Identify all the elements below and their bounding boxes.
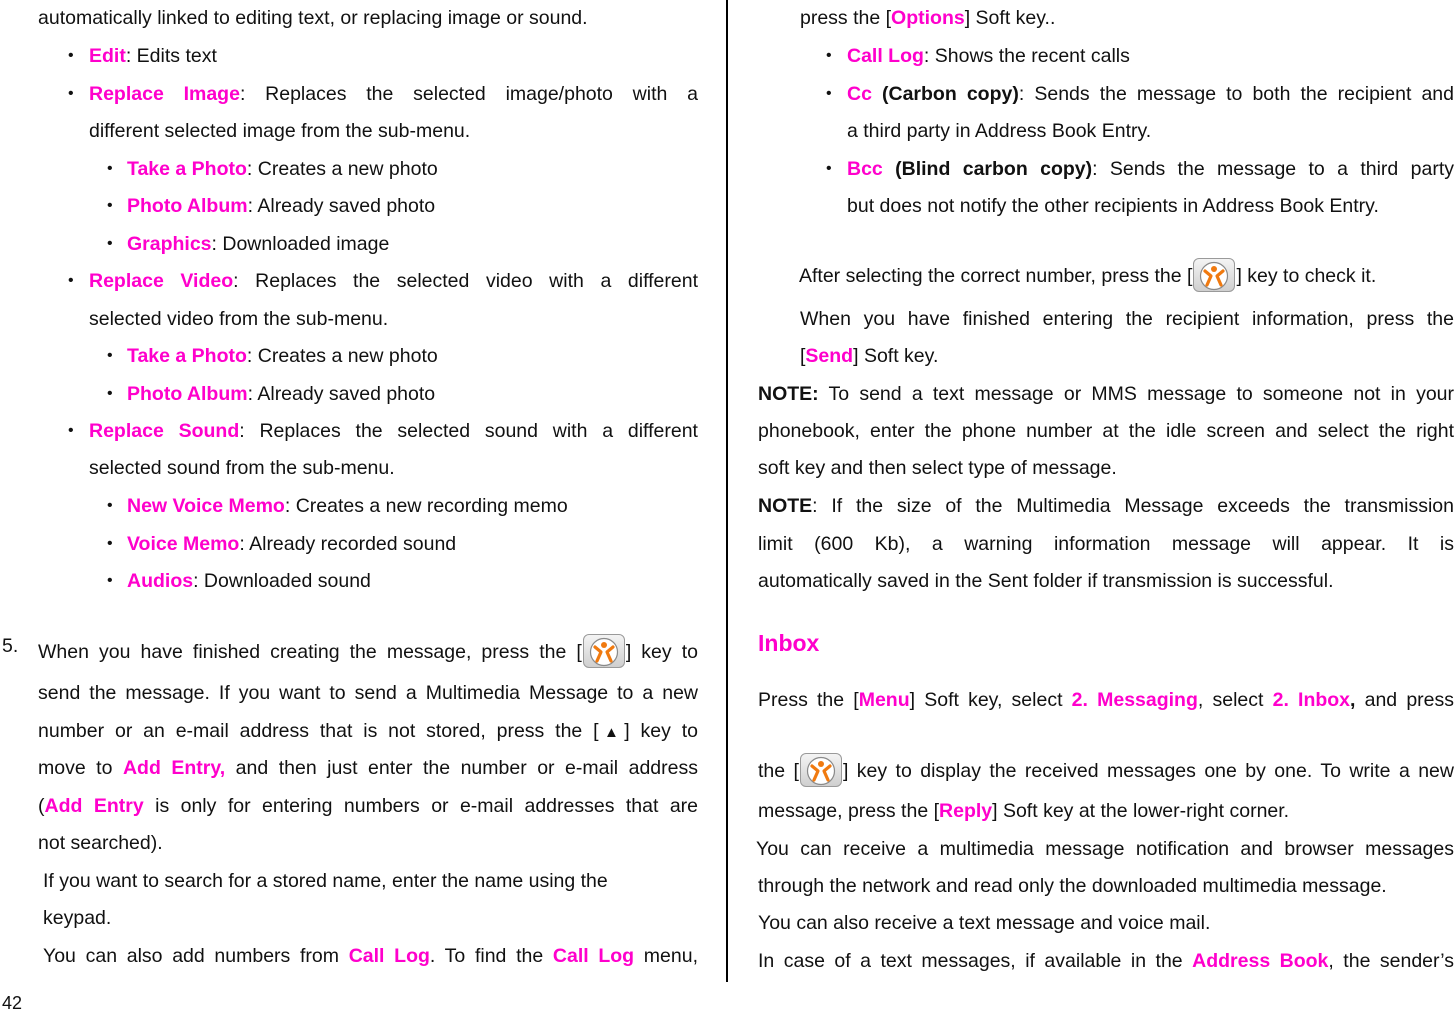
text-line: [Send] Soft key. bbox=[800, 345, 939, 367]
text-line: If you want to search for a stored name, enter the name using the bbox=[43, 870, 608, 892]
text-line: automatically saved in the Sent folder if transmission is successful. bbox=[758, 570, 1334, 592]
text-line: send the message. If you want to send a Multimedia Message to a new bbox=[38, 682, 698, 704]
text-line: (Add Entry is only for entering numbers or e-mail addresses that are bbox=[38, 795, 699, 817]
text-line: soft key and then select type of message. bbox=[758, 457, 1117, 479]
list-item-replace-sound: Replace Sound: Replaces the selected sound with a different bbox=[89, 420, 698, 442]
bullet: • bbox=[107, 197, 113, 214]
sub-item-take-photo: Take a Photo: Creates a new photo bbox=[127, 158, 438, 180]
text-line: automatically linked to editing text, or replacing image or sound. bbox=[38, 7, 588, 29]
bullet: • bbox=[107, 497, 113, 514]
text-line: limit (600 Kb), a warning information message will appear. It is bbox=[758, 533, 1454, 555]
bullet: • bbox=[107, 535, 113, 552]
text-line: through the network and read only the downloaded multimedia message. bbox=[758, 875, 1387, 897]
bullet: • bbox=[826, 47, 832, 64]
text-line: message, press the [Reply] Soft key at the lower-right corner. bbox=[758, 800, 1290, 822]
column-divider bbox=[726, 0, 728, 982]
page-number: 42 bbox=[2, 993, 23, 1013]
text-line: Press the [Menu] Soft key, select 2. Messaging, select 2. Inbox, and press bbox=[758, 689, 1454, 711]
text-line: different selected image from the sub-menu. bbox=[89, 120, 471, 142]
text-line: After selecting the correct number, press the [ ] key to check it. bbox=[799, 258, 1454, 292]
text-line: selected sound from the sub-menu. bbox=[89, 457, 395, 479]
text-line: phonebook, enter the phone number at the idle screen and select the right bbox=[758, 420, 1454, 442]
list-item-replace-image: Replace Image: Replaces the selected image/photo with a bbox=[89, 83, 698, 105]
bullet: • bbox=[107, 160, 113, 177]
bullet: • bbox=[107, 572, 113, 589]
text-line: You can also add numbers from Call Log. To find the Call Log menu, bbox=[43, 945, 699, 967]
up-arrow-icon: ▲ bbox=[598, 724, 625, 741]
bullet: • bbox=[68, 47, 74, 64]
ok-key-icon bbox=[1193, 258, 1235, 292]
note-line: NOTE: To send a text message or MMS message to someone not in your bbox=[758, 383, 1454, 405]
text-line: move to Add Entry, and then just enter the number or e-mail address bbox=[38, 757, 698, 779]
list-item-edit: Edit: Edits text bbox=[89, 45, 217, 67]
bullet: • bbox=[68, 422, 74, 439]
bullet: • bbox=[826, 160, 832, 177]
bullet: • bbox=[68, 85, 74, 102]
bullet: • bbox=[107, 385, 113, 402]
list-item-call-log: Call Log: Shows the recent calls bbox=[847, 45, 1130, 67]
section-heading-inbox: Inbox bbox=[758, 630, 820, 656]
text-line: press the [Options] Soft key.. bbox=[800, 7, 1056, 29]
text-line: a third party in Address Book Entry. bbox=[847, 120, 1152, 142]
sub-item-photo-album: Photo Album: Already saved photo bbox=[127, 195, 436, 217]
text-line: number or an e-mail address that is not stored, press the [▲] key to bbox=[38, 720, 698, 742]
list-item-bcc: Bcc (Blind carbon copy): Sends the message to a third party bbox=[847, 158, 1454, 180]
text-line: When you have finished entering the recipient information, press the bbox=[800, 308, 1454, 330]
text-line: keypad. bbox=[43, 907, 112, 929]
sub-item-take-photo: Take a Photo: Creates a new photo bbox=[127, 345, 438, 367]
bullet: • bbox=[68, 272, 74, 289]
text-line: selected video from the sub-menu. bbox=[89, 308, 389, 330]
sub-item-new-voice-memo: New Voice Memo: Creates a new recording memo bbox=[127, 495, 568, 517]
list-item-cc: Cc (Carbon copy): Sends the message to both the recipient and bbox=[847, 83, 1454, 105]
sub-item-voice-memo: Voice Memo: Already recorded sound bbox=[127, 533, 457, 555]
text-line: You can also receive a text message and voice mail. bbox=[758, 912, 1211, 934]
step-number: 5. bbox=[2, 635, 19, 657]
text-line: In case of a text messages, if available in the Address Book, the sender’s bbox=[758, 950, 1454, 972]
note-line: NOTE: If the size of the Multimedia Message exceeds the transmission bbox=[758, 495, 1454, 517]
text-line: the [ ] key to display the received messages one by one. To write a new bbox=[758, 753, 1454, 787]
sub-item-audios: Audios: Downloaded sound bbox=[127, 570, 371, 592]
ok-key-icon bbox=[800, 753, 842, 787]
sub-item-photo-album: Photo Album: Already saved photo bbox=[127, 383, 436, 405]
bullet: • bbox=[107, 347, 113, 364]
text-line: not searched). bbox=[38, 832, 163, 854]
text-line: but does not notify the other recipients in Address Book Entry. bbox=[847, 195, 1379, 217]
bullet: • bbox=[826, 85, 832, 102]
list-item-replace-video: Replace Video: Replaces the selected video with a different bbox=[89, 270, 699, 292]
text-line: You can receive a multimedia message notification and browser messages bbox=[756, 838, 1454, 860]
step-5-line: When you have finished creating the message, press the [ ] key to bbox=[38, 634, 698, 668]
sub-item-graphics: Graphics: Downloaded image bbox=[127, 233, 390, 255]
bullet: • bbox=[107, 235, 113, 252]
ok-key-icon bbox=[583, 634, 625, 668]
